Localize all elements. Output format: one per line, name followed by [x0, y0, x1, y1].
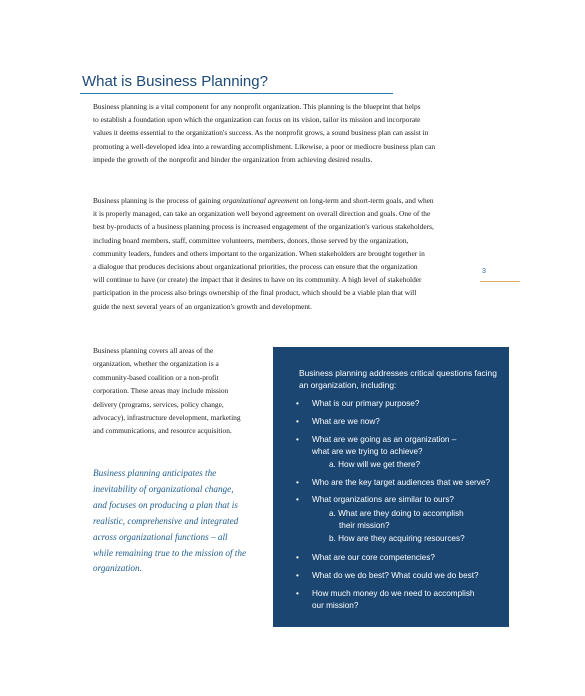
bullet-icon: • — [296, 553, 299, 562]
bullet-icon: • — [296, 571, 299, 580]
question-text: What do we do best? What could we do best? — [312, 571, 479, 580]
text-line: what are we trying to achieve? — [312, 446, 423, 456]
text-line: values it deems essential to the organization's success. As the nonprofit grows, a sound business plan can assist in — [93, 128, 429, 138]
question-text: What organizations are similar to ours? — [312, 495, 454, 504]
text-line: How much money do we need to accomplish — [312, 589, 475, 598]
text-line: their mission? — [339, 520, 390, 530]
sub-question-item — [329, 508, 499, 531]
text-line: will continue to have (or create) the impact that it desires to have on its community. A high level of stakeholder — [93, 275, 422, 285]
sub-question-item: a. How will we get there? — [329, 460, 421, 469]
text-line: participation in the process also brings ownership of the final product, which should be a viable plan that will — [93, 288, 417, 298]
text-line: advocacy), infrastructure development, marketing — [93, 413, 241, 423]
text-line: organization, whether the organization is a — [93, 359, 219, 369]
text-line: corporation. These areas may include mission — [93, 386, 229, 396]
questions-box — [273, 347, 509, 627]
quote-line: and focuses on producing a plan that is — [93, 499, 238, 510]
areas-paragraph — [93, 344, 263, 438]
text-line: our mission? — [312, 600, 359, 610]
bullet-icon: • — [296, 589, 299, 598]
quote-line: realistic, comprehensive and integrated — [93, 515, 239, 526]
text-line: delivery (programs, services, policy change, — [93, 399, 224, 409]
bullet-icon: • — [296, 478, 299, 487]
text-line: a dialogue that produces decisions about organizational priorities, the process can ensure that the organization — [93, 262, 418, 272]
text-line: What are we going as an organization – — [312, 435, 457, 444]
bullet-icon: • — [296, 417, 299, 426]
text-line: guide the next several years of an organization's growth and development. — [93, 301, 312, 311]
box-intro — [299, 368, 504, 391]
emphasis-text: organizational agreement — [222, 196, 299, 205]
text-line: Business planning is the process of gaining — [93, 196, 223, 205]
text-line: best by-products of a business planning process is increased engagement of the organization's various stakeholders, — [93, 222, 434, 232]
bullet-icon: • — [296, 399, 299, 408]
text-line: promoting a well-developed idea into a rewarding accomplishment. Likewise, a poor or mediocre business plan can — [93, 141, 436, 151]
text-line: Business planning covers all areas of the — [93, 346, 214, 355]
text-line: Business planning addresses critical questions facing — [299, 368, 497, 378]
sub-question-item: b. How are they acquiring resources? — [329, 534, 465, 543]
text-line: community leaders, funders and others important to the organization. When stakeholders are brought together in — [93, 248, 425, 258]
quote-line: across organizational functions – all — [93, 531, 228, 542]
text-line: a. What are they doing to accomplish — [329, 509, 464, 518]
page-title: What is Business Planning? — [82, 73, 268, 90]
question-text — [312, 434, 502, 457]
bullet-icon: • — [296, 435, 299, 444]
text-line: an organization, including: — [299, 379, 397, 390]
text-line: to establish a foundation upon which the organization can focus on its vision, tailor its mission and incorporate — [93, 115, 421, 125]
process-paragraph — [93, 194, 466, 313]
text-line: on long-term and short-term goals, and when — [298, 196, 434, 205]
question-text — [312, 588, 502, 611]
quote-line: Business planning anticipates the — [93, 468, 217, 478]
page-number-rule — [480, 281, 520, 282]
page-number: 3 — [482, 268, 486, 275]
question-text: What are we now? — [312, 417, 380, 426]
text-line: community-based coalition or a non-profit — [93, 372, 219, 382]
text-line: Business planning is a vital component for any nonprofit organization. This planning is the blueprint that helps — [93, 102, 421, 111]
text-line: and communications, and resource acquisition. — [93, 426, 232, 436]
question-text: Who are the key target audiences that we serve? — [312, 478, 490, 487]
quote-line: while remaining true to the mission of the — [93, 547, 247, 558]
pull-quote — [93, 466, 268, 577]
quote-line: organization. — [93, 563, 142, 574]
text-line: including board members, staff, committee volunteers, members, donors, those served by the organization, — [93, 235, 409, 245]
quote-line: inevitability of organizational change, — [93, 483, 234, 494]
intro-paragraph — [93, 100, 466, 166]
title-underline — [80, 93, 393, 94]
text-line: it is properly managed, can take an organization well beyond agreement on overall direction and goals. One of the — [93, 209, 431, 219]
question-text: What are our core competencies? — [312, 553, 435, 562]
bullet-icon: • — [296, 495, 299, 504]
text-line: impede the growth of the nonprofit and hinder the organization from achieving desired results. — [93, 154, 373, 164]
question-text: What is our primary purpose? — [312, 399, 420, 408]
